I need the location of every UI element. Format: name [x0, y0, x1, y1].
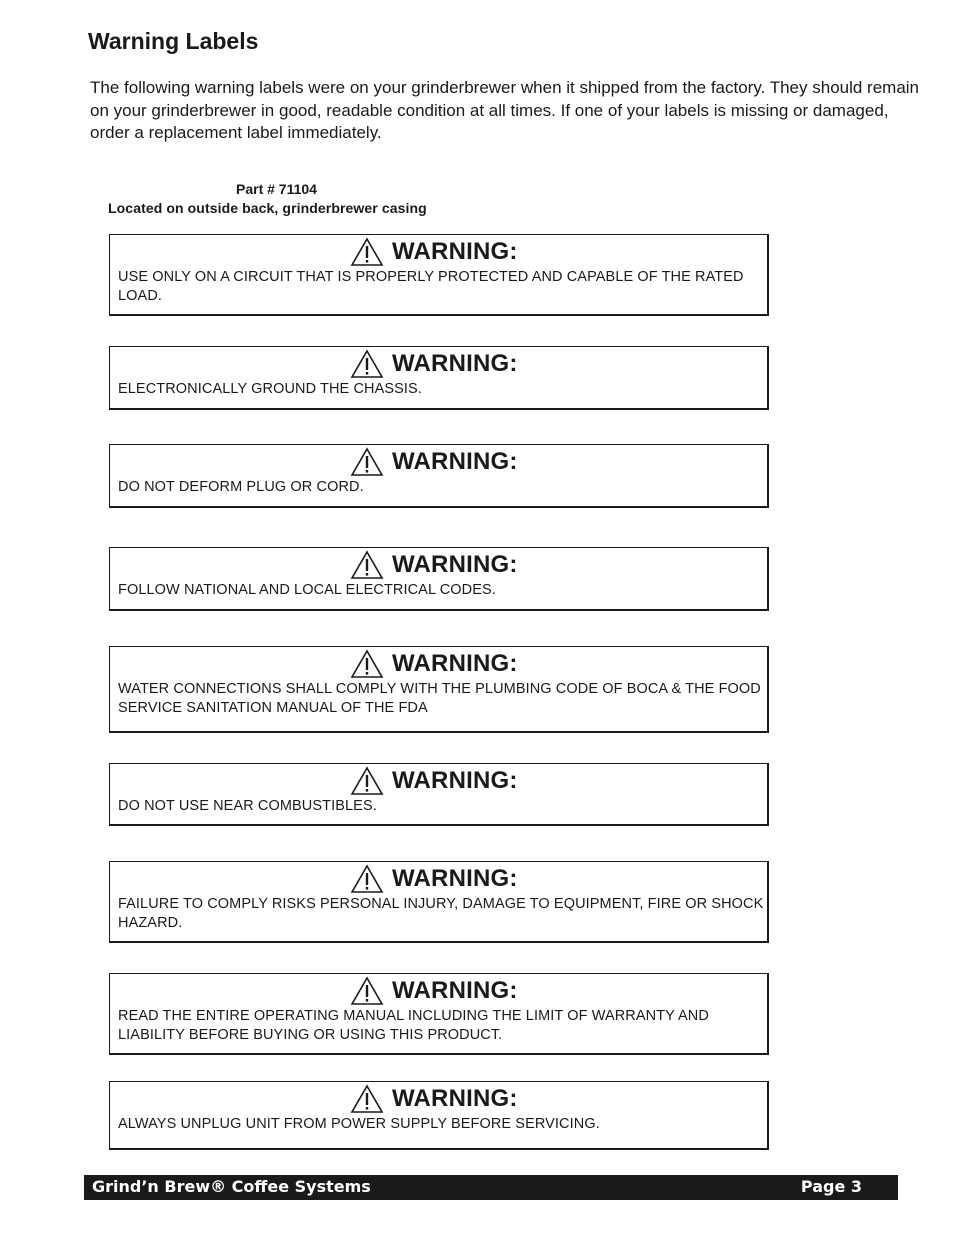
warning-label-header — [350, 766, 518, 796]
label-location: Located on outside back, grinderbrewer casing — [108, 200, 427, 216]
warning-label-ground — [109, 346, 769, 410]
warning-label-plug — [109, 444, 769, 508]
warning-triangle-icon — [350, 766, 384, 796]
warning-text: FAILURE TO COMPLY RISKS PERSONAL INJURY, DAMAGE TO EQUIPMENT, FIRE OR SHOCK HAZARD. — [118, 896, 764, 931]
warning-heading: WARNING: — [392, 238, 518, 265]
warning-triangle-icon — [350, 237, 384, 267]
warning-label-header — [350, 550, 518, 580]
warning-text: USE ONLY ON A CIRCUIT THAT IS PROPERLY PROTECTED AND CAPABLE OF THE RATED LOAD. — [118, 269, 744, 304]
warning-heading: WARNING: — [392, 350, 518, 377]
warning-text: WATER CONNECTIONS SHALL COMPLY WITH THE PLUMBING CODE OF BOCA & THE FOOD SERVICE SANITATION MANUAL OF THE FDA — [118, 681, 761, 716]
warning-heading: WARNING: — [392, 1085, 518, 1112]
warning-text: ALWAYS UNPLUG UNIT FROM POWER SUPPLY BEFORE SERVICING. — [118, 1116, 600, 1132]
warning-label-header — [350, 237, 518, 267]
warning-triangle-icon — [350, 447, 384, 477]
warning-label-water — [109, 646, 769, 733]
warning-text: READ THE ENTIRE OPERATING MANUAL INCLUDING THE LIMIT OF WARRANTY AND LIABILITY BEFORE BUYING OR USING THIS PRODUCT. — [118, 1008, 709, 1043]
warning-triangle-icon — [350, 550, 384, 580]
part-number: Part # 71104 — [236, 181, 317, 197]
warning-label-header — [350, 976, 518, 1006]
warning-triangle-icon — [350, 1084, 384, 1114]
footer-brand: Grind’n Brew® Coffee Systems — [92, 1177, 371, 1196]
page-footer — [84, 1175, 898, 1200]
warning-label-hazard — [109, 861, 769, 943]
page-number: Page 3 — [800, 1177, 862, 1196]
warning-label-codes — [109, 547, 769, 611]
warning-text: FOLLOW NATIONAL AND LOCAL ELECTRICAL CODES. — [118, 582, 496, 598]
intro-paragraph: The following warning labels were on your grinderbrewer when it shipped from the factory. They should remain on your grinderbrewer in good, readable condition at all times. If one of your labels is missing or damaged, order a replacement label immediately. — [90, 78, 920, 142]
warning-label-header — [350, 649, 518, 679]
warning-heading: WARNING: — [392, 977, 518, 1004]
warning-triangle-icon — [350, 649, 384, 679]
warning-label-header — [350, 447, 518, 477]
warning-label-manual — [109, 973, 769, 1055]
warning-heading: WARNING: — [392, 448, 518, 475]
warning-triangle-icon — [350, 976, 384, 1006]
warning-text: DO NOT USE NEAR COMBUSTIBLES. — [118, 798, 377, 814]
warning-label-circuit — [109, 234, 769, 316]
warning-triangle-icon — [350, 349, 384, 379]
warning-label-combustibles — [109, 763, 769, 826]
warning-heading: WARNING: — [392, 767, 518, 794]
warning-triangle-icon — [350, 864, 384, 894]
warning-heading: WARNING: — [392, 551, 518, 578]
warning-label-header — [350, 1084, 518, 1114]
warning-text: DO NOT DEFORM PLUG OR CORD. — [118, 479, 364, 495]
warning-heading: WARNING: — [392, 650, 518, 677]
page-title: Warning Labels — [88, 28, 259, 54]
warning-label-header — [350, 864, 518, 894]
warning-label-header — [350, 349, 518, 379]
warning-text: ELECTRONICALLY GROUND THE CHASSIS. — [118, 381, 422, 397]
warning-label-unplug — [109, 1081, 769, 1150]
warning-heading: WARNING: — [392, 865, 518, 892]
